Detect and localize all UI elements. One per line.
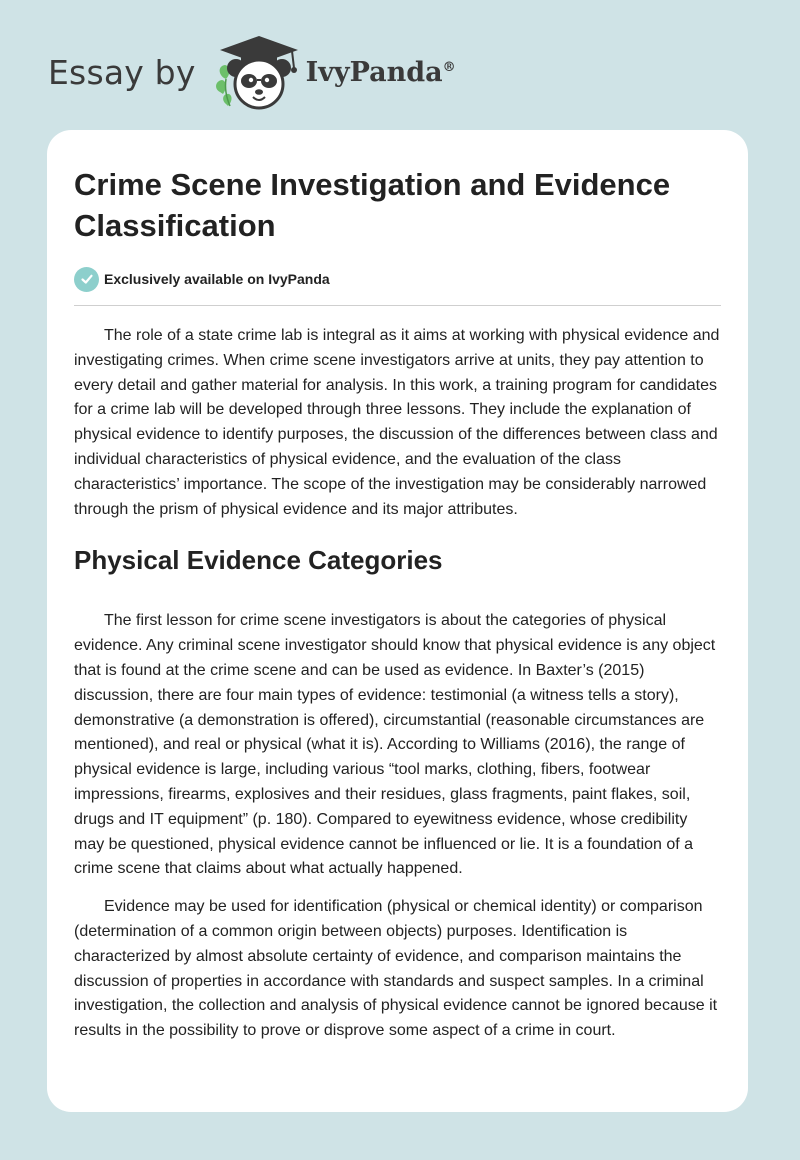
panda-graduate-logo-icon [214,34,304,110]
section-heading: Physical Evidence Categories [74,545,443,576]
exclusive-badge [74,266,721,292]
registered-mark: ® [442,59,456,75]
brand-name [306,57,456,88]
brand-prefix: Essay by [48,52,196,92]
section-paragraph: Evidence may be used for identification (physical or chemical identity) or comparison (determination of a common origin between objects) purposes. Identification is characterized by almost absolute certainty of evidence, and comparison maintains the discussion of properties in accordance with standards and suspect samples. In a criminal investigation, the collection and analysis of physical evidence cannot be ignored because it results in the possibility to prove or disprove some aspect of a crime in court. [74,898,718,1040]
badge-text: Exclusively available on IvyPanda [104,271,330,287]
divider [74,305,721,306]
page-title: Crime Scene Investigation and Evidence Classification [74,167,671,243]
intro-paragraph: The role of a state crime lab is integral as it aims at working with physical evidence and investigating crimes. When crime scene investigators arrive at units, they pay attention to every detail and gather material for analysis. In this work, a training program for candidates for a crime lab will be developed through three lessons. They include the explanation of physical evidence to identify purposes, the discussion of the differences between class and individual characteristics of physical evidence, and the evaluation of the class characteristics’ importance. The scope of the investigation may be considerably narrowed through the prism of physical evidence and its major attributes. [74,327,720,518]
section-paragraph: The first lesson for crime scene investigators is about the categories of physical evidence. Any criminal scene investigator should know that physical evidence is any object that is found at the crime scene and can be used as evidence. In Baxter’s (2015) discussion, there are four main types of evidence: testimonial (a witness tells a story), demonstrative (a demonstration is offered), circumstantial (reasonable circumstances are mentioned), and real or physical (what it is). According to Williams (2016), the range of physical evidence is large, including various “tool marks, clothing, fibers, footwear impressions, firearms, explosives and their residues, glass fragments, paint flakes, soil, drugs and IT equipment” (p. 180). Compared to eyewitness evidence, whose credibility may be questioned, physical evidence cannot be influenced or lie. It is a foundation of a crime scene that claims about what actually happened. [74,612,716,878]
checkmark-icon [74,267,99,292]
essay-card [47,130,748,1112]
brand-name-text: IvyPanda [305,56,443,88]
brand-header[interactable] [48,34,456,110]
